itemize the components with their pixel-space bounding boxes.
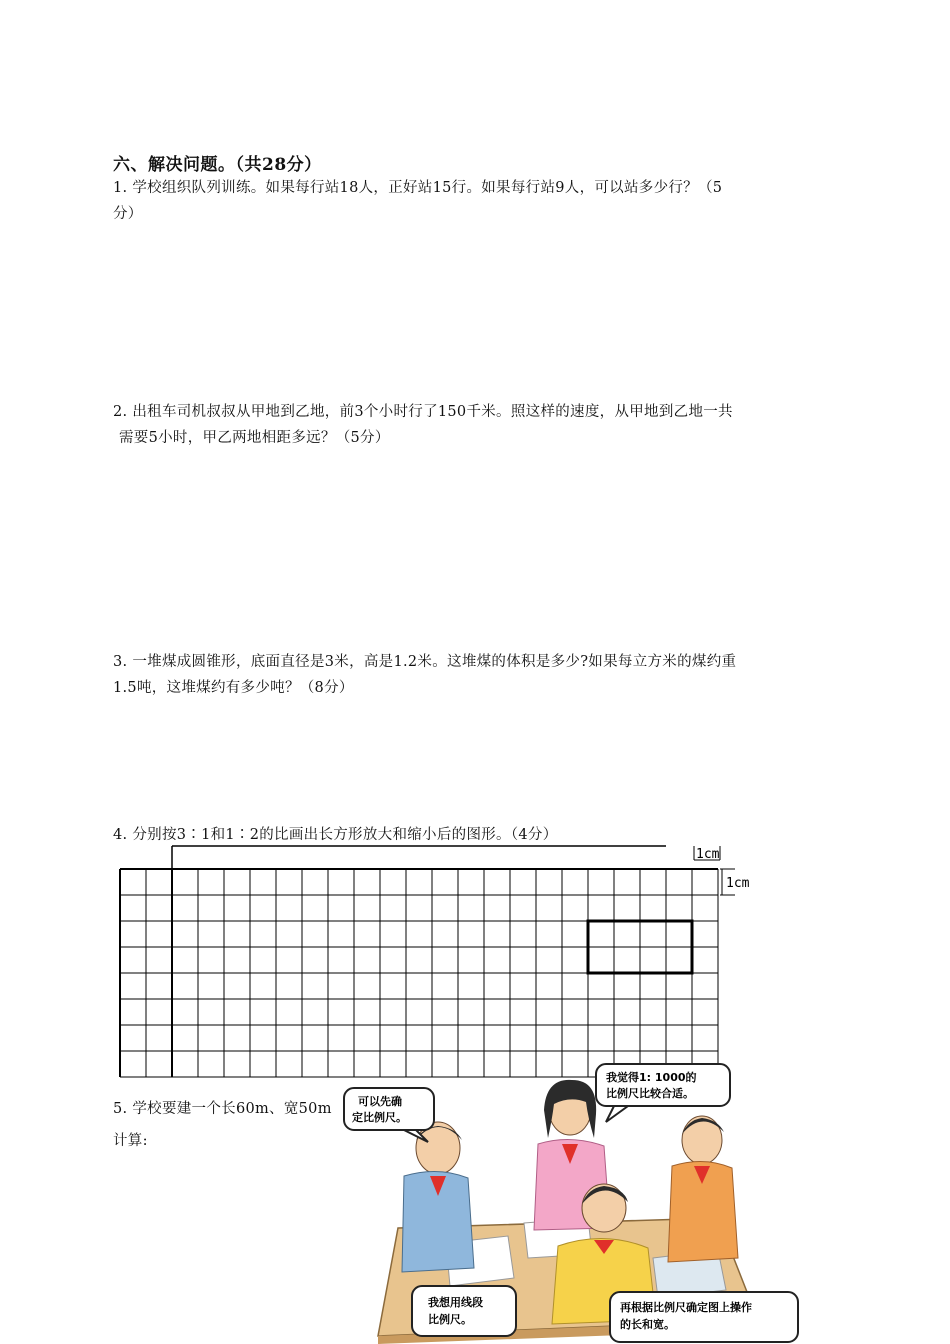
drawing-grid [110, 838, 770, 1078]
bubble-4-line2: 的长和宽。 [620, 1318, 675, 1331]
question-2-line2: 需要5小时，甲乙两地相距多远？（5分） [119, 430, 390, 446]
question-2-line1: 2. 出租车司机叔叔从甲地到乙地，前3个小时行了150千米。照这样的速度，从甲地到乙地一共 [113, 404, 733, 420]
students-illustration [338, 1058, 810, 1344]
section-title: 六、解决问题。（共28分） [113, 155, 322, 175]
question-3-line2: 1.5吨，这堆煤约有多少吨？（8分） [113, 680, 354, 696]
question-2 [113, 399, 843, 451]
bubble-2-line2: 比例尺比较合适。 [606, 1087, 694, 1100]
student-right-icon [668, 1116, 738, 1262]
question-5-line1: 5. 学校要建一个长60m、宽50m [113, 1101, 332, 1117]
student-left-icon [402, 1122, 474, 1272]
question-1-line2: 分） [113, 206, 143, 222]
question-1 [113, 175, 843, 227]
question-5-line2: 计算: [113, 1133, 148, 1149]
speech-bubble-2 [596, 1064, 730, 1122]
bubble-3-line2: 比例尺。 [428, 1313, 472, 1326]
speech-bubble-4 [610, 1292, 798, 1342]
bubble-2-line1: 我觉得1: 1000的 [606, 1071, 697, 1084]
question-4-line1: 4. 分别按3∶1和1∶2的比画出长方形放大和缩小后的图形。（4分） [113, 827, 558, 843]
question-3 [113, 649, 843, 701]
grid-lines [120, 846, 718, 1077]
speech-bubble-3 [412, 1286, 516, 1336]
bubble-4-line1: 再根据比例尺确定图上操作 [620, 1301, 752, 1314]
question-3-line1: 3. 一堆煤成圆锥形，底面直径是3米，高是1.2米。这堆煤的体积是多少?如果每立方米的煤约重 [113, 654, 737, 670]
bubble-1-line2: 定比例尺。 [352, 1111, 407, 1124]
question-1-line1: 1. 学校组织队列训练。如果每行站18人，正好站15行。如果每行站9人，可以站多少行？（5 [113, 180, 723, 196]
unit-label-vertical: 1cm [726, 876, 750, 891]
unit-label-horizontal: 1cm [696, 847, 720, 862]
bubble-1-line1: 可以先确 [358, 1095, 402, 1108]
speech-bubble-1 [344, 1088, 434, 1142]
bubble-3-line1: 我想用线段 [428, 1296, 483, 1309]
